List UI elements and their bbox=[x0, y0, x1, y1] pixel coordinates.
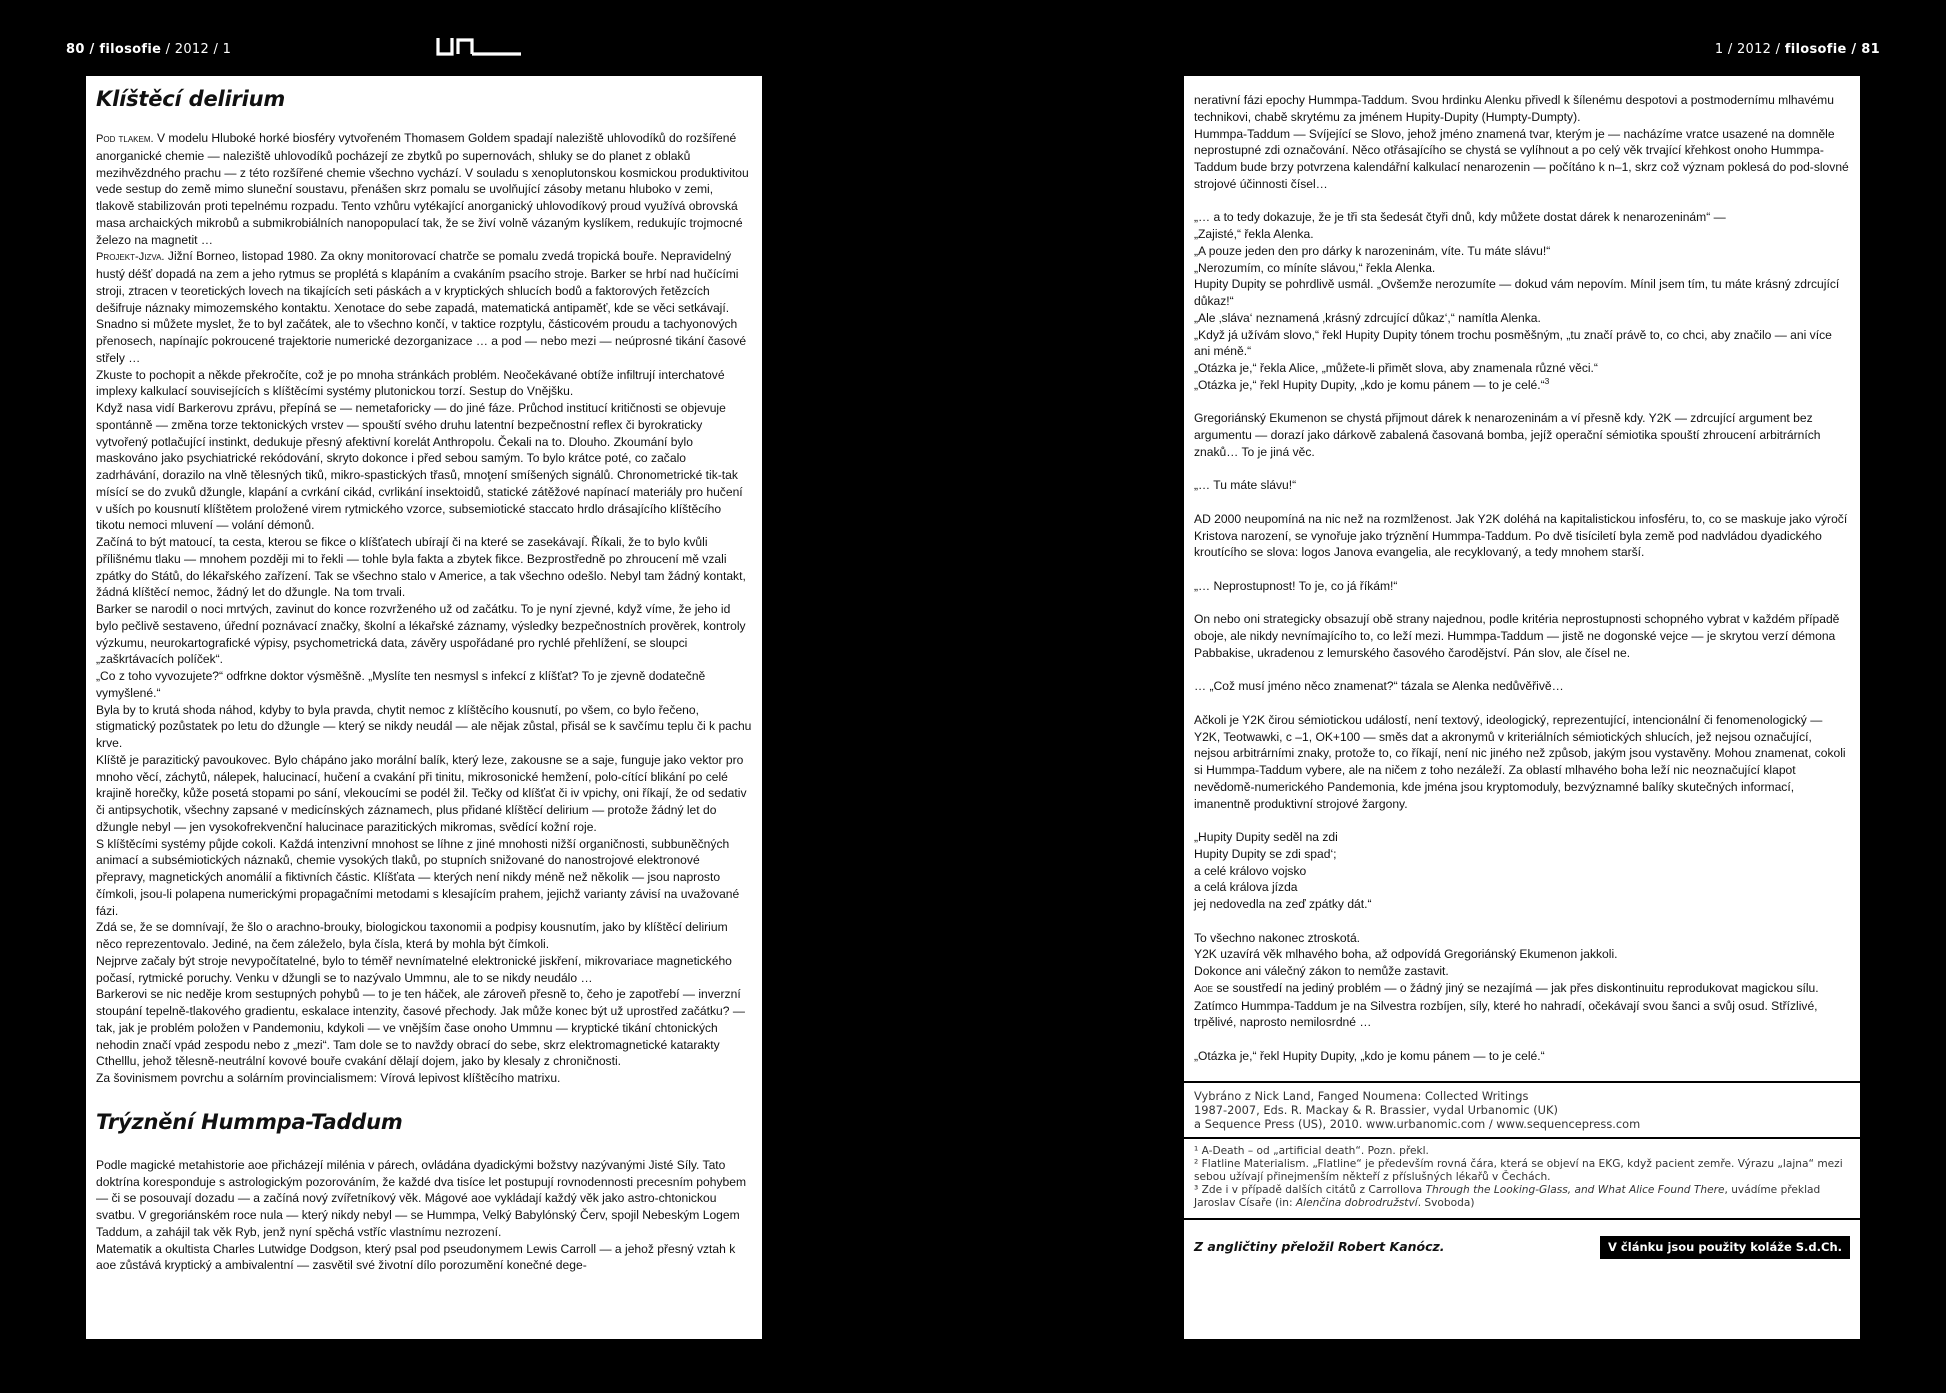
paragraph: On nebo oni strategicky obsazují obě strany najednou, podle kritéria neprostupnosti schopného vybrat v každém případě oboje, ale nikdy nevnímajícího to, co leží mezi. Hummpa-Taddum — jistě ne dogonské vejce — je skrytou verzí démona Pabbakise, ukradenou z lemurského časového čarodějství. Pán slov, ale čísel ne. bbox=[1194, 612, 1840, 660]
paragraph: nerativní fázi epochy Hummpa-Taddum. Svou hrdinku Alenku přivedl k šílenému despotovi a postmodernímu mlhavému technikovi, chabě skrytému za jménem Hupity-Dupity (Humpty-Dumpty). bbox=[1194, 93, 1834, 124]
verse-line: Hupity Dupity se zdi spad‘; bbox=[1194, 846, 1337, 861]
paragraph: To všechno nakonec ztroskotá. bbox=[1194, 930, 1361, 945]
quote-line: „Nerozumím, co míníte slávou,“ řekla Alenka. bbox=[1194, 260, 1436, 275]
quote-line: „Když já užívám slovo,“ řekl Hupity Dupity tónem trochu posměšným, „tu značí právě to, co chci, aby značilo — ani více ani méně.“ bbox=[1194, 327, 1832, 359]
right-journal-name: filosofie bbox=[1784, 42, 1847, 57]
quote-line: „A pouze jeden den pro dárky k narozeninám, víte. Tu máte slávu!“ bbox=[1194, 243, 1551, 258]
verse-line: a celá králova jízda bbox=[1194, 880, 1298, 895]
quote-line: „… a to tedy dokazuje, že je tři sta šedesát čtyři dnů, kdy můžete dostat dárek k nenarozeninám“ — bbox=[1194, 210, 1726, 225]
un-logo-icon bbox=[436, 36, 522, 58]
paragraph: Za šovinismem povrchu a solárním provincialismem: Vírová lepivost klíštěcího matrixu. bbox=[96, 1071, 561, 1085]
paragraph: Pod tlakem. V modelu Hluboké horké biosféry vytvořeném Thomasem Goldem spadají naleziště uhlovodíků do rozšířené anorganické chemie — naleziště uhlovodíků pocházejí ze zbytků po supernovách, shluky se do planet z oblaků mezihvězdného prachu — z této rozšířené chemie všechno vychází. V souladu s xenoplutonskou kosmickou produktivitou vede sestup do země mimo sluneční soustavu, přenášen skrz pomalu se uvolňující zásoby metanu hluboko v zemi, tlakově stabilizován proti tepelnému rozpadu. Tento vzhůru vytékající anorganický uhlovodíkový proud využívá obrovská masa archaických mikrobů a submikrobiálních nanopopulací tak, že se živí volně vázaným kyslíkem, redukujíc trojmocné železo na magnetit … bbox=[96, 131, 749, 247]
footnote: ² Flatline Materialism. „Flatline“ je především rovná čára, která se objeví na EKG, když pacient zemře. Výrazu „lajna“ mezi sebou užívají přinejmenším někteří z příslušných lékařů v Čechách. bbox=[1194, 1158, 1843, 1184]
quote-line: „Otázka je,“ řekla Alice, „můžete-li přimět slova, aby znamenala různé věci.“ bbox=[1194, 361, 1598, 375]
collage-badge: V článku jsou použity koláže S.d.Ch. bbox=[1600, 1236, 1850, 1259]
quote-line: „… Tu máte slávu!“ bbox=[1194, 478, 1297, 493]
paragraph: Matematik a okultista Charles Lutwidge Dodgson, který psal pod pseudonymem Lewis Carroll — a jehož přesný vztah k aoe zůstává kryptický a ambivalentní — zasvětil své životní dílo porozumění konečné dege- bbox=[96, 1241, 736, 1273]
paragraph: Projekt-Jizva. Jižní Borneo, listopad 1980. Za okny monitorovací chatrče se pomalu zvedá tropická bouře. Nepravidelný hustý déšť dopadá na zem a jeho rytmus se proplétá s klapáním a cvakáním psacího stroje. Barker se hrbí nad hučícími stroji, ztracen v teoretických lovech na tikajících seti páskách a v kryptických shlucích bodů a faktorových řetězcích dešifruje náznaky mimozemského kontaktu. Xenotace do sebe zapadá, matematická antipaměť, kde se věci setkávají. Snadno si můžete myslet, že to byl začátek, ale to všechno končí, v taktice rozptylu, částicovém proudu a tachyonových přenosech, napínajíc pokroucené trajektorie numerické dezorganizace … a pod — nebo mezi — neúprosné tikání časové střely … bbox=[96, 249, 747, 365]
paragraph: Klíště je parazitický pavoukovec. Bylo chápáno jako morální balík, který leze, zakousne se a saje, funguje jako vektor pro mnoho věcí, záchytů, nálepek, halucinací, hučení a cvakání při tinitu, mikrosonické hemžení, polo-cítící blikání po celé krajině horečky, kůže posetá stopami po sání, vlekoucími se podél žil. Tečky od klíšťat či iv vpichy, oni říkají, že od sedativ či antipsychotik, všechny zapsané v medicínských záznamech, plus přidané klíštěcí delirium — protože žádný let do džungle nebyl — jen vysokofrekvenční halucinace parazitických mikromas, svědící kožní roje. bbox=[96, 752, 747, 834]
source-credit: Vybráno z Nick Land, Fanged Noumena: Collected Writings 1987-2007, Eds. R. Mackay & R. Brassier, vydal Urbanomic (UK) a Sequence Press (US), 2010. www.urbanomic.com / www.sequencepress.com bbox=[1184, 1081, 1860, 1138]
translator-footer bbox=[1184, 1218, 1860, 1259]
paragraph: Začíná to být matoucí, ta cesta, kterou se fikce o klíšťatech ubírají či na které se zasekávají. Říkali, že to bylo kvůli přílišnému tlaku — mnohem později mi to řekli — tohle byla fakta a zbytek fikce. Bezprostředně po zhroucení mě vzali zpátky do Států, do lékařského zařízení. Tak se všechno stalo v Americe, a tak všechno odešlo. Nebyl tam žádný kontakt, žádná klíštěcí nemoc, žádný let do džungle. Na tom trvali. bbox=[96, 535, 746, 600]
paragraph: Byla by to krutá shoda náhod, kdyby to byla pravda, chytit nemoc z klíštěcího kousnutí, po všem, co bylo řečeno, stigmatický pozůstatek po letu do džungle — který se nikdy neudál — ale nějak zůstal, přisál se k savčímu teplu či k pachu krve. bbox=[96, 702, 752, 750]
quote-line: „Ale ‚sláva‘ neznamená ‚krásný zdrcující důkaz‘,“ namítla Alenka. bbox=[1194, 310, 1541, 325]
paragraph: Podle magické metahistorie aoe přicházejí milénia v párech, ovládána dyadickými božstvy nazývanými Jisté Síly. Tato doktrína koresponduje s astrologickým pozorováním, že každé dva tisíce let postupují rovnodennosti precesním pohybem — či se posouvají dozadu — a začíná nový zvířetníkový věk. Mágové aoe vykládají každý věk jako astro-chtonickou svatbu. V gregoriánském roce nula — který nikdy nebyl — se Hummpa, Velký Babylónský Červ, spojil Nebeským Logem Taddum, a zahájil tak věk Ryb, jenž nyní spěchá vstříc vlastnímu nezrození. bbox=[96, 1157, 747, 1239]
paragraph: Y2K uzavírá věk mlhavého boha, až odpovídá Gregoriánský Ekumenon jakkoli. bbox=[1194, 947, 1618, 962]
paragraph: Hummpa-Taddum — Svíjející se Slovo, jehož jméno znamená tvar, kterým je — nacházíme vratce usazené na domněle neprostupné zdi označování. Něco otřásajícího se chystá se vylíhnout a po celý věk trvající křehkost onoho Hummpa-Taddum bude brzy potvrzena kalendářní kalkulací nenarozenin — počítáno k n–1, skrz což význam poklesá do pod-slovné strojové účinnosti čísel… bbox=[1194, 126, 1849, 191]
left-journal-name: filosofie bbox=[99, 42, 162, 57]
translator-credit: Z angličtiny přeložil Robert Kanócz. bbox=[1194, 1239, 1445, 1255]
paragraph: Barker se narodil o noci mrtvých, zavinut do konce rozvrženého už od začátku. To je nyní zjevné, když víme, že jeho id bylo pečlivě sestaveno, úřední poznávací značky, školní a lékařské záznamy, výsledky bezpečnostních prověrek, kontroly výzkumu, neurokartografické výpisy, psychometrická data, závěry uspořádané pro rychlé přehlížení, se sloupci „zaškrtávacích políček“. bbox=[96, 602, 746, 667]
paragraph: Zdá se, že se domnívají, že šlo o arachno-brouky, biologickou taxonomii a podpisy kousnutím, jako by klíštěcí delirium něco reprezentovalo. Jediné, na čem záleželo, byla čísla, která by mohla být čímkoli. bbox=[96, 920, 728, 951]
verse-line: a celé královo vojsko bbox=[1194, 863, 1307, 878]
verse-line: „Hupity Dupity seděl na zdi bbox=[1194, 830, 1338, 844]
left-page-number: 80 bbox=[66, 42, 85, 57]
quote-line: … „Což musí jméno něco znamenat?“ tázala se Alenka nedůvěřivě… bbox=[1194, 679, 1564, 694]
paragraph: Barkerovi se nic neděje krom sestupných pohybů — to je ten háček, ale zároveň přesně to, čeho je zapotřebí — inverzní stoupání tepelně-tlakového gradientu, eskalace intenzity, časové přechody. Jak může konec být už uprostřed začátku? — tak, jak je problém položen v Pandemoniu, kdykoli — ve vnějším čase onoho Ummnu — kryptické tikání chtonických nehodin značí vpád zespodu nebo z „mezi“. Tam dole se to navždy obrací do sebe, skrz elektromagnetické katarakty Cthelllu, jehož tělesně-neutrální kovové bouře cvakání dělají dojem, jako by klesaly z chroničnosti. bbox=[96, 987, 745, 1069]
verse-line: jej nedovedla na zeď zpátky dát.“ bbox=[1194, 897, 1372, 911]
quote-line: Hupity Dupity se pohrdlivě usmál. „Ovšemže nerozumíte — dokud vám nepovím. Mínil jsem tím, tu máte krásný zdrcující důkaz!“ bbox=[1194, 277, 1840, 308]
right-page bbox=[1184, 76, 1860, 1339]
quote-line: „Otázka je,“ řekl Hupity Dupity, „kdo je komu pánem — to je celé.“ bbox=[1194, 1048, 1545, 1063]
quote-line: „Zajisté,“ řekla Alenka. bbox=[1194, 227, 1314, 241]
paragraph: AD 2000 neupomíná na nic než na rozmlženost. Jak Y2K doléhá na kapitalistickou infosféru, to, co se maskuje jako výročí Kristova narození, se vynořuje jako trýznění Hummpa-Taddum. Po dvě tisíciletí byla země pod nadvládou dyadického kroutícího se slova: logos Janova evangelia, ale recyklovaný, a tedy mnohem starší. bbox=[1194, 511, 1848, 560]
paragraph: Gregoriánský Ekumenon se chystá přijmout dárek k nenarozeninám a ví přesně kdy. Y2K — zdrcující argument bez argumentu — dorazí jako dárkově zabalená časovaná bomba, jejíž operační sémiotika spouští zhroucení arbitrárních znaků… To je jiná věc. bbox=[1194, 411, 1821, 459]
left-page bbox=[86, 76, 762, 1339]
paragraph: Dokonce ani válečný zákon to nemůže zastavit. bbox=[1194, 964, 1449, 978]
right-page-number: 81 bbox=[1861, 42, 1880, 57]
footnote: ³ Zde i v případě dalších citátů z Carrollova Through the Looking-Glass, and What Alice Found There, uvádíme překlad Jaroslav Císaře (in: Alenčina dobrodružství. Svoboda) bbox=[1194, 1184, 1821, 1210]
footnotes bbox=[1184, 1137, 1860, 1218]
paragraph: Nejprve začaly být stroje nevypočítatelné, bylo to téměř nevnímatelné elektronické jiskření, mikrovariace magnetického počasí, rytmické poruchy. Venku v džungli se to nazývalo Ummnu, ale to se nikdy neudálo … bbox=[96, 953, 732, 985]
footnote: ¹ A-Death – od „artificial death“. Pozn. překl. bbox=[1194, 1145, 1429, 1158]
quote-line: „Otázka je,“ řekl Hupity Dupity, „kdo je komu pánem — to je celé.“$^3$ bbox=[1194, 375, 1550, 392]
footnote-ref: 3 bbox=[1544, 375, 1550, 386]
right-running-head: 1 / 2012 / filosofie / 81 bbox=[1714, 42, 1880, 57]
quote-line: „… Neprostupnost! To je, co já říkám!“ bbox=[1194, 578, 1398, 593]
paragraph: Když nasa vidí Barkerovu zprávu, přepíná se — nemetaforicky — do jiné fáze. Průchod institucí kritičnosti se objevuje spontánně — změna torze tektonických vrstev — spouští svého druhu latentní bezpečnostní reflex či byrokraticky vytvořený potlačující instinkt, dedukuje přesný afektivní korelát Anthropolu. Čekali na to. Dlouho. Zkoumání bylo maskováno jako psychiatrické rekódování, skryto dokonce i před sebou samým. To bylo krátce poté, co začalo zadrhávání, dorazilo na vlně tělesných tiků, mikro-spastických třasů, mnoţení smíšených signálů. Chronometrické tik-tak mísící se do zvuků džungle, klapání a cvrkání cikád, cvrlikání insektoidů, statické zátěžové napínací materiály pro hučení v uších po kousnutí klíštětem proložené virem rytmického vzorce, subsemiotické staccato hrdlo drásajícího klíštěcího tikotu nemoci mluvení — volání démonů. bbox=[96, 401, 743, 533]
paragraph: „Co z toho vyvozujete?“ odfrkne doktor výsměšně. „Myslíte ten nesmysl s infekcí z klíšťat? To je zjevně dodatečně vymyšlené.“ bbox=[96, 669, 706, 700]
section-title-tick-delirium: Klíštěcí delirium bbox=[96, 87, 286, 111]
left-running-head: 80 / filosofie / 2012 / 1 bbox=[66, 42, 232, 57]
section-title-hummpa-taddum: Trýznění Hummpa-Taddum bbox=[96, 1109, 403, 1134]
paragraph: Aoe se soustředí na jediný problém — o žádný jiný se nezajímá — jak přes diskontinuitu reprodukovat magickou sílu. Zatímco Hummpa-Taddum je na Silvestra rozbíjen, síly, které ho nahradí, očekávají svou šanci a svůj osud. Střízlivé, trpělivé, naprosto nemilosrdné … bbox=[1194, 980, 1819, 1030]
paragraph: Zkuste to pochopit a někde překročíte, což je po mnoha stránkách problém. Neočekávané obtíže infiltrují interchatové implexy kalkulací souvisejících s klíštěcími systémy plutonickou torzí. Sestup do Vnějšku. bbox=[96, 367, 725, 399]
paragraph: S klíštěcími systémy půjde cokoli. Každá intenzivní mnohost se líhne z jiné mnohosti nižší organičnosti, subbuněčných animací a subsémiotických náznaků, chemie vysokých tlaků, po stupních snižované do nanostrojové elektronové přepravy, magnetických anomálií a fiktivních částic. Klíšťata — kterých není nikdy méně než několik — jsou naprosto čímkoli, jsou-li polapena numerickými propagačními metodami s klesajícím prahem, jejichž varianty závisí na uvažované fázi. bbox=[96, 836, 740, 918]
paragraph: Ačkoli je Y2K čirou sémiotickou událostí, není textový, ideologický, reprezentující, intencionální či fenomenologický — Y2K, Teotwawki, c –1, OK+100 — směs dat a akronymů v kriteriálních sémiotických shlucích, jež nejsou označující, nejsou arbitrárními znaky, protože to, co říkají, není nic jiného než způsob, jakým jsou vystavěny. Mohou znamenat, cokoli si Hummpa-Taddum vybere, ale na ničem z toho nezáleží. Za oblastí mlhavého boha leží nic neoznačující klapot nevědomě-numerického Pandemonia, kde jména jsou kryptomoduly, bezvýznamné balíky skutečných informací, imanentně produktivní strojové žargony. bbox=[1194, 712, 1846, 811]
